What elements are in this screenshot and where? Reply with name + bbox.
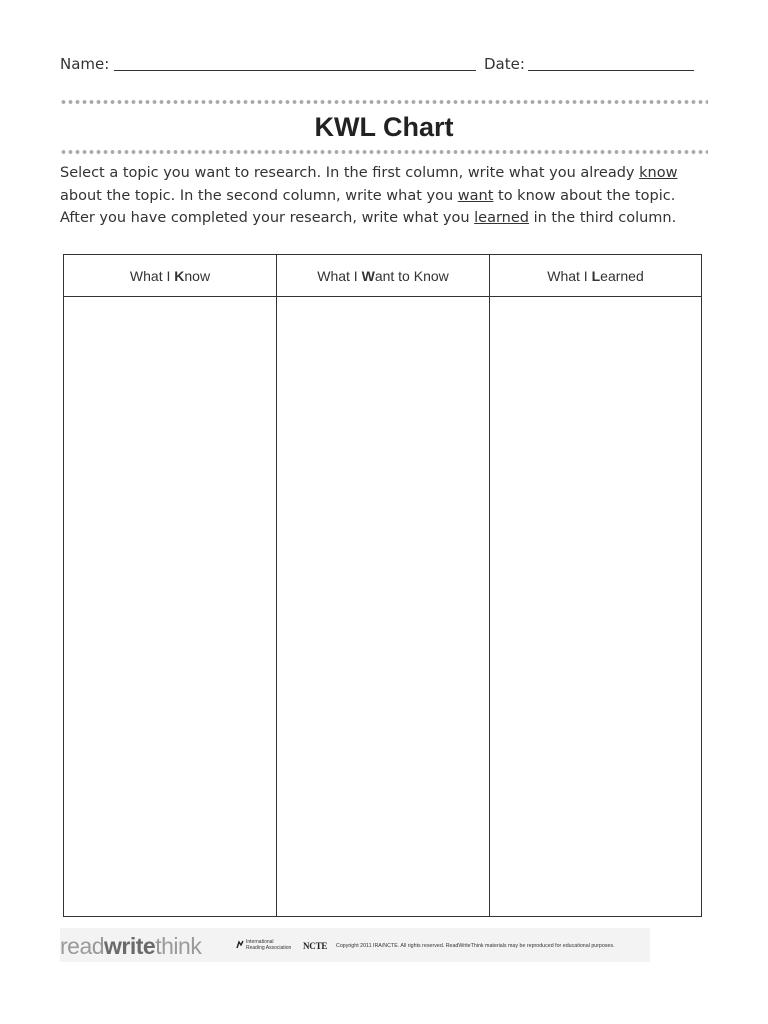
column-header-prefix: What I	[317, 268, 362, 284]
name-blank-line[interactable]	[114, 52, 476, 71]
date-blank-line[interactable]	[528, 52, 694, 71]
column-header-suffix: ant to Know	[374, 268, 449, 284]
column-header-letter: L	[591, 268, 601, 284]
name-label: Name:	[60, 55, 110, 73]
column-header-prefix: What I	[547, 268, 592, 284]
date-label: Date:	[484, 55, 525, 73]
column-know	[64, 255, 277, 916]
logo-read: read	[60, 933, 105, 959]
footer	[60, 928, 650, 962]
column-header-letter: W	[361, 268, 375, 284]
column-header-suffix: now	[184, 268, 211, 284]
instructions-learned: learned	[474, 210, 529, 226]
instructions-know: know	[639, 165, 678, 181]
ira-icon	[236, 940, 244, 950]
instructions	[60, 162, 708, 230]
dotted-divider-bottom	[60, 149, 708, 155]
column-header-suffix: earned	[600, 268, 644, 284]
logo-write: write	[104, 933, 156, 959]
column-header-learned	[490, 255, 701, 297]
readwritethink-logo	[60, 932, 201, 960]
ira-line1: International	[246, 939, 274, 945]
ncte-logo: NCTE	[303, 941, 328, 951]
ira-text	[246, 939, 298, 951]
instructions-text-3: to know about the topic. After you have completed your research, write what you	[60, 187, 676, 226]
name-date-line	[60, 52, 708, 76]
page-title: KWL Chart	[314, 112, 454, 142]
ira-logo	[236, 939, 298, 953]
instructions-text-4: in the third column.	[528, 210, 677, 226]
column-body-know[interactable]	[64, 297, 276, 916]
column-body-learned[interactable]	[490, 297, 701, 916]
ira-line2: Reading Association	[246, 945, 292, 951]
instructions-want: want	[457, 187, 494, 204]
column-header-letter: K	[174, 268, 185, 284]
column-learned	[490, 255, 701, 916]
kwl-table	[63, 254, 702, 917]
logo-think: think	[155, 933, 202, 959]
column-want	[277, 255, 490, 916]
copyright-text: Copyright 2011 IRA/NCTE. All rights reserved. ReadWriteThink materials may be reproduced for educational purposes.	[336, 943, 615, 949]
column-body-want[interactable]	[277, 297, 489, 916]
instructions-text-1: Select a topic you want to research. In the first column, write what you already	[60, 165, 640, 181]
column-header-know	[64, 255, 276, 297]
instructions-text-2: about the topic. In the second column, write what you	[60, 187, 458, 204]
dotted-divider-top	[60, 99, 708, 105]
column-header-want	[277, 255, 489, 297]
column-header-prefix: What I	[129, 268, 175, 284]
